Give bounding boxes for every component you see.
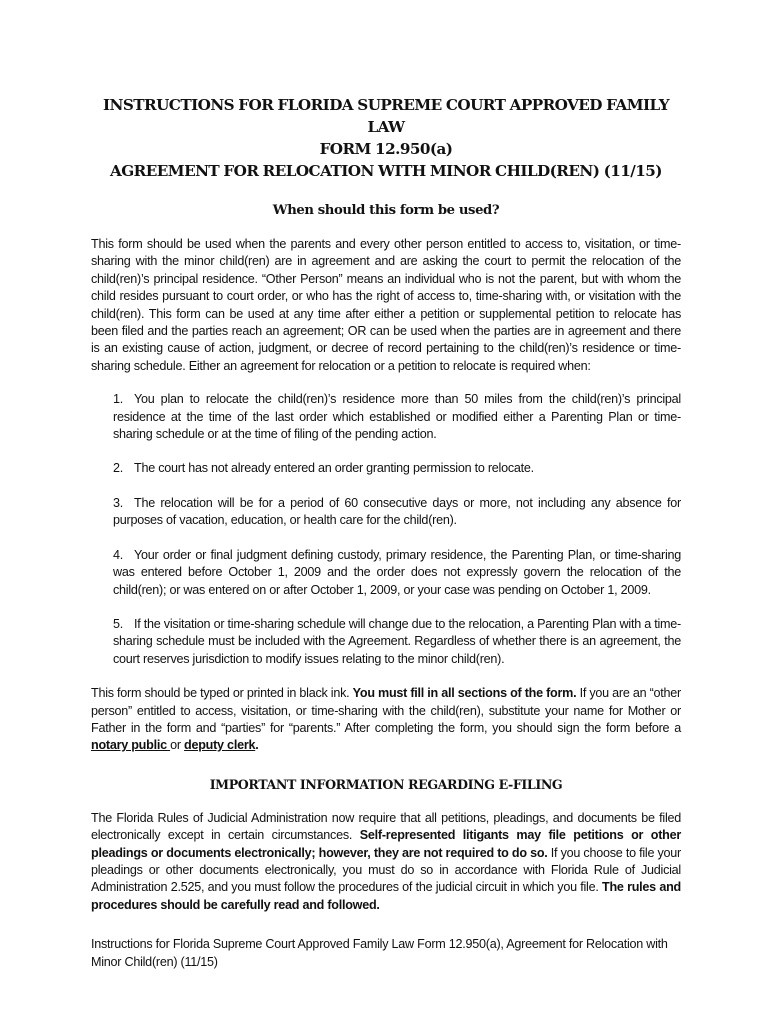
efiling-text-part1: The Florida Rules of Judicial Administration now require that all petitions, pleadings, and documents be filed electronically except in certain circumstances. [91,810,681,843]
rules-read-notice: The rules and procedures should be carefully read and followed. [91,880,681,912]
fill-all-sections-notice: You must fill in all sections of the form. [352,686,577,701]
ink-text-end: . [255,738,259,753]
section-heading-when-used: When should this form be used? [272,203,500,218]
ink-text-part1: This form should be typed or printed in black ink. [91,686,353,701]
self-represented-notice: Self-represented litigants may file petitions or other pleadings or documents electronically; however, they are not required to do so. [91,828,682,860]
condition-item-1 [113,391,681,443]
efiling-text-part2: If you choose to file your pleadings or other documents electronically, you must do so in accordance with Florida Rule of Judicial Administration 2.525, and you must follow the procedures of the judicial circuit in which you file. [91,845,681,895]
condition-text: If the visitation or time-sharing schedule will change due to the relocation, a Parenting Plan with a time-sharing schedule must be included with the Agreement. Regardless of whether there is an agreement, the court reserves jurisdiction to modify issues relating to the minor child(ren). [113,616,681,666]
title-line-2: FORM 12.950(a) [319,140,453,158]
condition-item-2 [113,460,681,477]
efiling-paragraph [91,810,681,914]
title-line-3: AGREEMENT FOR RELOCATION WITH MINOR CHILD(REN) (11/15) [110,162,662,180]
document-title [91,94,681,182]
condition-item-5 [113,616,681,668]
condition-text: The relocation will be for a period of 60 consecutive days or more, not including any absence for purposes of vacation, education, or health care for the child(ren). [113,495,681,528]
condition-number: 1. [113,392,124,407]
conditions-list [91,391,681,668]
condition-text: The court has not already entered an order granting permission to relocate. [134,461,534,476]
efiling-heading: IMPORTANT INFORMATION REGARDING E-FILING [209,776,563,792]
condition-item-4 [113,547,681,599]
condition-item-3 [113,495,681,530]
page-footer: Instructions for Florida Supreme Court Approved Family Law Form 12.950(a), Agreement for Relocation with Minor Child(ren) (11/15) [91,937,668,969]
notary-public-link[interactable]: notary public [91,738,171,753]
condition-number: 4. [113,547,124,562]
condition-number: 5. [113,616,124,631]
condition-number: 3. [113,495,124,510]
ink-instructions-paragraph [91,685,681,755]
condition-number: 2. [113,461,124,476]
ink-text-or: or [170,738,185,753]
condition-text: You plan to relocate the child(ren)’s residence more than 50 miles from the child(ren)’s principal residence at the time of the last order which established or modified either a Parenting Plan or time-sharing schedule or at the time of filing of the pending action. [113,392,681,442]
intro-paragraph: This form should be used when the parents and every other person entitled to access to, visitation, or time-sharing with the minor child(ren) are in agreement and are asking the court to permit the relocation of the child(ren)’s principal residence. “Other Person” means an individual who is not the parent, but with whom the child resides pursuant to court order, or who has the right of access to, time-sharing with, or visitation with the child(ren). This form can be used at any time after either a petition or supplemental petition to relocate has been filed and the parties reach an agreement; OR can be used when the parties are in agreement and there is an existing cause of action, judgment, or decree of record pertaining to the child(ren)’s residence or time-sharing schedule. Either an agreement for relocation or a petition to relocate is required when: [91,237,681,373]
condition-text: Your order or final judgment defining custody, primary residence, the Parenting Plan, or time-sharing was entered before October 1, 2009 and the order does not expressly govern the relocation of the child(ren); or was entered on or after October 1, 2009, or your case was pending on October 1, 2009. [113,547,681,597]
document-page [91,94,681,971]
ink-text-part2: If you are an “other person” entitled to access, visitation, or time-sharing with the child(ren), substitute your name for Mother or Father in the form and “parties” for “parents.” After completing the form, you should sign the form before a [91,686,681,735]
title-line-1: INSTRUCTIONS FOR FLORIDA SUPREME COURT APPROVED FAMILY LAW [102,96,670,136]
deputy-clerk-link[interactable]: deputy clerk [184,738,256,753]
